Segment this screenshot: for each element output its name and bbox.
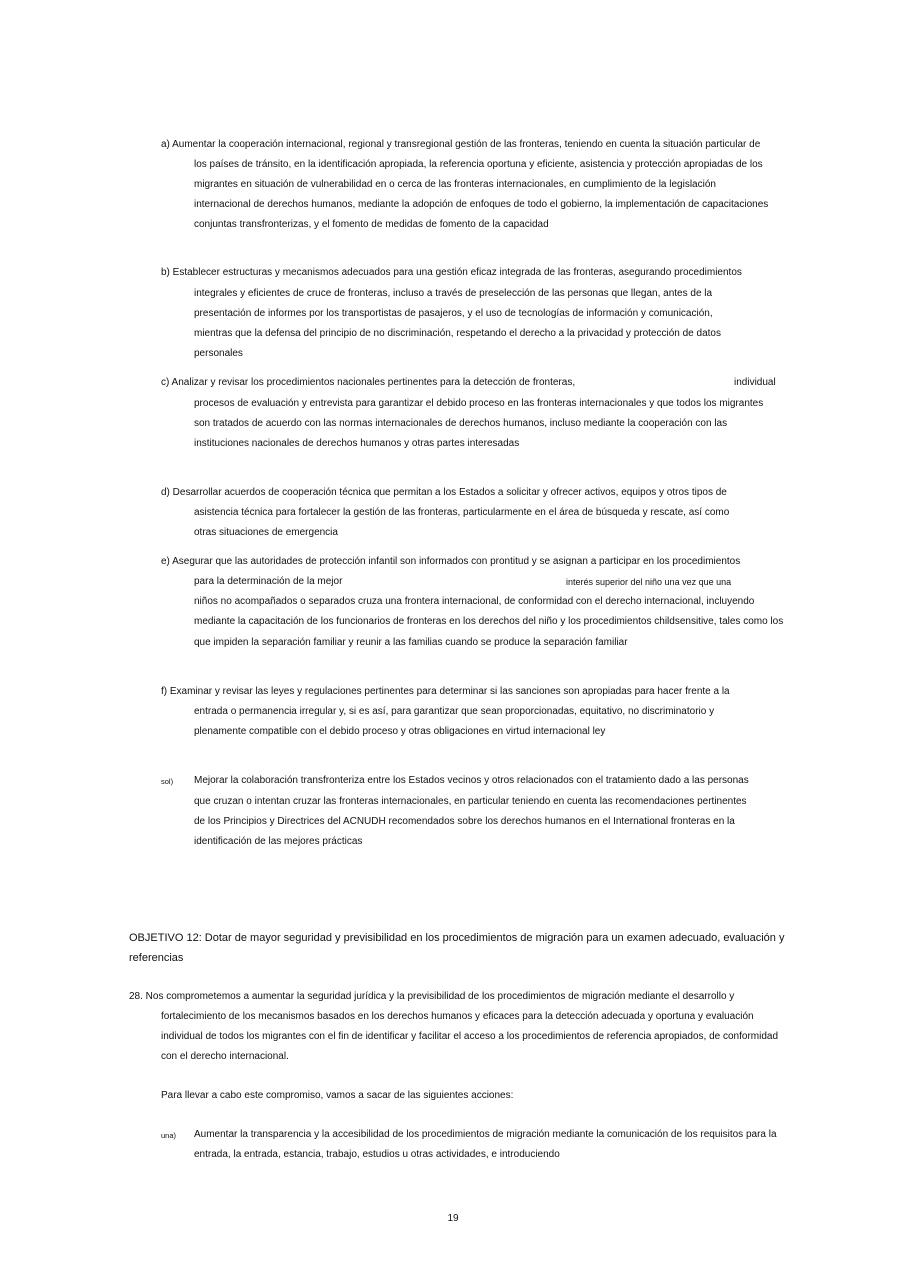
objective-heading-line-1: OBJETIVO 12: Dotar de mayor seguridad y previsibilidad en los procedimientos de migración para un examen adecuado, evaluación y xyxy=(129,932,785,944)
action-a-label: una) xyxy=(161,1131,177,1140)
item-c-line-4: instituciones nacionales de derechos humanos y otras partes interesadas xyxy=(194,438,520,449)
action-a-line-1: Aumentar la transparencia y la accesibilidad de los procedimientos de migración mediante la comunicación de los requisitos para la xyxy=(194,1129,777,1140)
item-a-line-2: los países de tránsito, en la identificación apropiada, la referencia oportuna y eficiente, asistencia y protección apropiadas de los xyxy=(194,159,763,170)
item-a-line-3: migrantes en situación de vulnerabilidad en o cerca de las fronteras internacionales, en cumplimiento de la legislación xyxy=(194,179,716,190)
item-e-line-2: para la determinación de la mejor xyxy=(194,576,343,587)
item-g-line-4: identificación de las mejores prácticas xyxy=(194,836,363,847)
item-a-line-1: a) Aumentar la cooperación internacional, regional y transregional gestión de las fronteras, teniendo en cuenta la situación particular de xyxy=(161,139,761,150)
item-c-line-2: procesos de evaluación y entrevista para garantizar el debido proceso en las fronteras internacionales y que todos los migrantes xyxy=(194,398,764,409)
paragraph-28-line-3: individual de todos los migrantes con el fin de identificar y facilitar el acceso a los procedimientos de referencia apropiados, de conformidad xyxy=(161,1031,779,1042)
paragraph-28-line-1: 28. Nos comprometemos a aumentar la seguridad jurídica y la previsibilidad de los procedimientos de migración mediante el desarrollo y xyxy=(129,991,735,1002)
item-e-line-5: que impiden la separación familiar y reunir a las familias cuando se produce la separación familiar xyxy=(194,637,628,648)
paragraph-28-line-2: fortalecimiento de los mecanismos basados en los derechos humanos y eficaces para la detección adecuada y oportuna y evaluación xyxy=(161,1011,754,1022)
item-b-line-3: presentación de informes por los transportistas de pasajeros, y el uso de tecnologías de información y comunicación, xyxy=(194,308,713,319)
item-e-line-2-tail: interés superior del niño una vez que una xyxy=(566,577,732,587)
item-d-line-3: otras situaciones de emergencia xyxy=(194,527,338,538)
item-d-line-2: asistencia técnica para fortalecer la gestión de las fronteras, particularmente en el área de búsqueda y rescate, así como xyxy=(194,507,730,518)
item-c-line-3: son tratados de acuerdo con las normas internacionales de derechos humanos, incluso mediante la cooperación con las xyxy=(194,418,728,429)
actions-intro: Para llevar a cabo este compromiso, vamos a sacar de las siguientes acciones: xyxy=(161,1090,514,1101)
item-f-line-1: f) Examinar y revisar las leyes y regulaciones pertinentes para determinar si las sanciones son apropiadas para hacer frente a la xyxy=(161,686,730,697)
item-c-line-1: c) Analizar y revisar los procedimientos nacionales pertinentes para la detección de fronteras, xyxy=(161,377,576,388)
item-f-line-3: plenamente compatible con el debido proceso y otras obligaciones en virtud internacional ley xyxy=(194,726,606,737)
objective-heading-line-2: referencias xyxy=(129,952,184,964)
item-b-line-4: mientras que la defensa del principio de no discriminación, respetando el derecho a la privacidad y protección de datos xyxy=(194,328,721,339)
item-g-line-1: Mejorar la colaboración transfronteriza entre los Estados vecinos y otros relacionados con el tratamiento dado a las personas xyxy=(194,775,749,786)
item-g-line-2: que cruzan o intentan cruzar las fronteras internacionales, en particular teniendo en cuenta las recomendaciones pertinentes xyxy=(194,796,747,807)
item-e-line-3: niños no acompañados o separados cruza una frontera internacional, de conformidad con el derecho internacional, incluyendo xyxy=(194,596,755,607)
item-d-line-1: d) Desarrollar acuerdos de cooperación técnica que permitan a los Estados a solicitar y ofrecer activos, equipos y otros tipos de xyxy=(161,487,727,498)
item-g-label: sol) xyxy=(161,777,174,786)
paragraph-28-line-4: con el derecho internacional. xyxy=(161,1051,289,1062)
page-number: 19 xyxy=(447,1213,459,1224)
item-e-line-4: mediante la capacitación de los funcionarios de fronteras en los derechos del niño y los procedimientos childsensitive, tales como los xyxy=(194,616,784,627)
item-e-line-1: e) Asegurar que las autoridades de protección infantil son informados con prontitud y se asignan a participar en los procedimientos xyxy=(161,556,741,567)
item-b-line-1: b) Establecer estructuras y mecanismos adecuados para una gestión eficaz integrada de las fronteras, asegurando procedimientos xyxy=(161,267,742,278)
item-a-line-4: internacional de derechos humanos, mediante la adopción de enfoques de todo el gobierno, la implementación de capacitaciones xyxy=(194,199,769,210)
item-a-line-5: conjuntas transfronterizas, y el fomento de medidas de fomento de la capacidad xyxy=(194,219,549,230)
action-a-line-2: entrada, la entrada, estancia, trabajo, estudios u otras actividades, e introduciendo xyxy=(194,1149,560,1160)
item-c-line-1-tail: individual xyxy=(734,377,776,388)
item-b-line-5: personales xyxy=(194,348,243,359)
item-g-line-3: de los Principios y Directrices del ACNUDH recomendados sobre los derechos humanos en el International fronteras en la xyxy=(194,816,735,827)
item-f-line-2: entrada o permanencia irregular y, si es así, para garantizar que sean proporcionadas, equitativo, no discriminatorio y xyxy=(194,706,715,717)
item-b-line-2: integrales y eficientes de cruce de fronteras, incluso a través de preselección de las personas que llegan, antes de la xyxy=(194,288,713,299)
